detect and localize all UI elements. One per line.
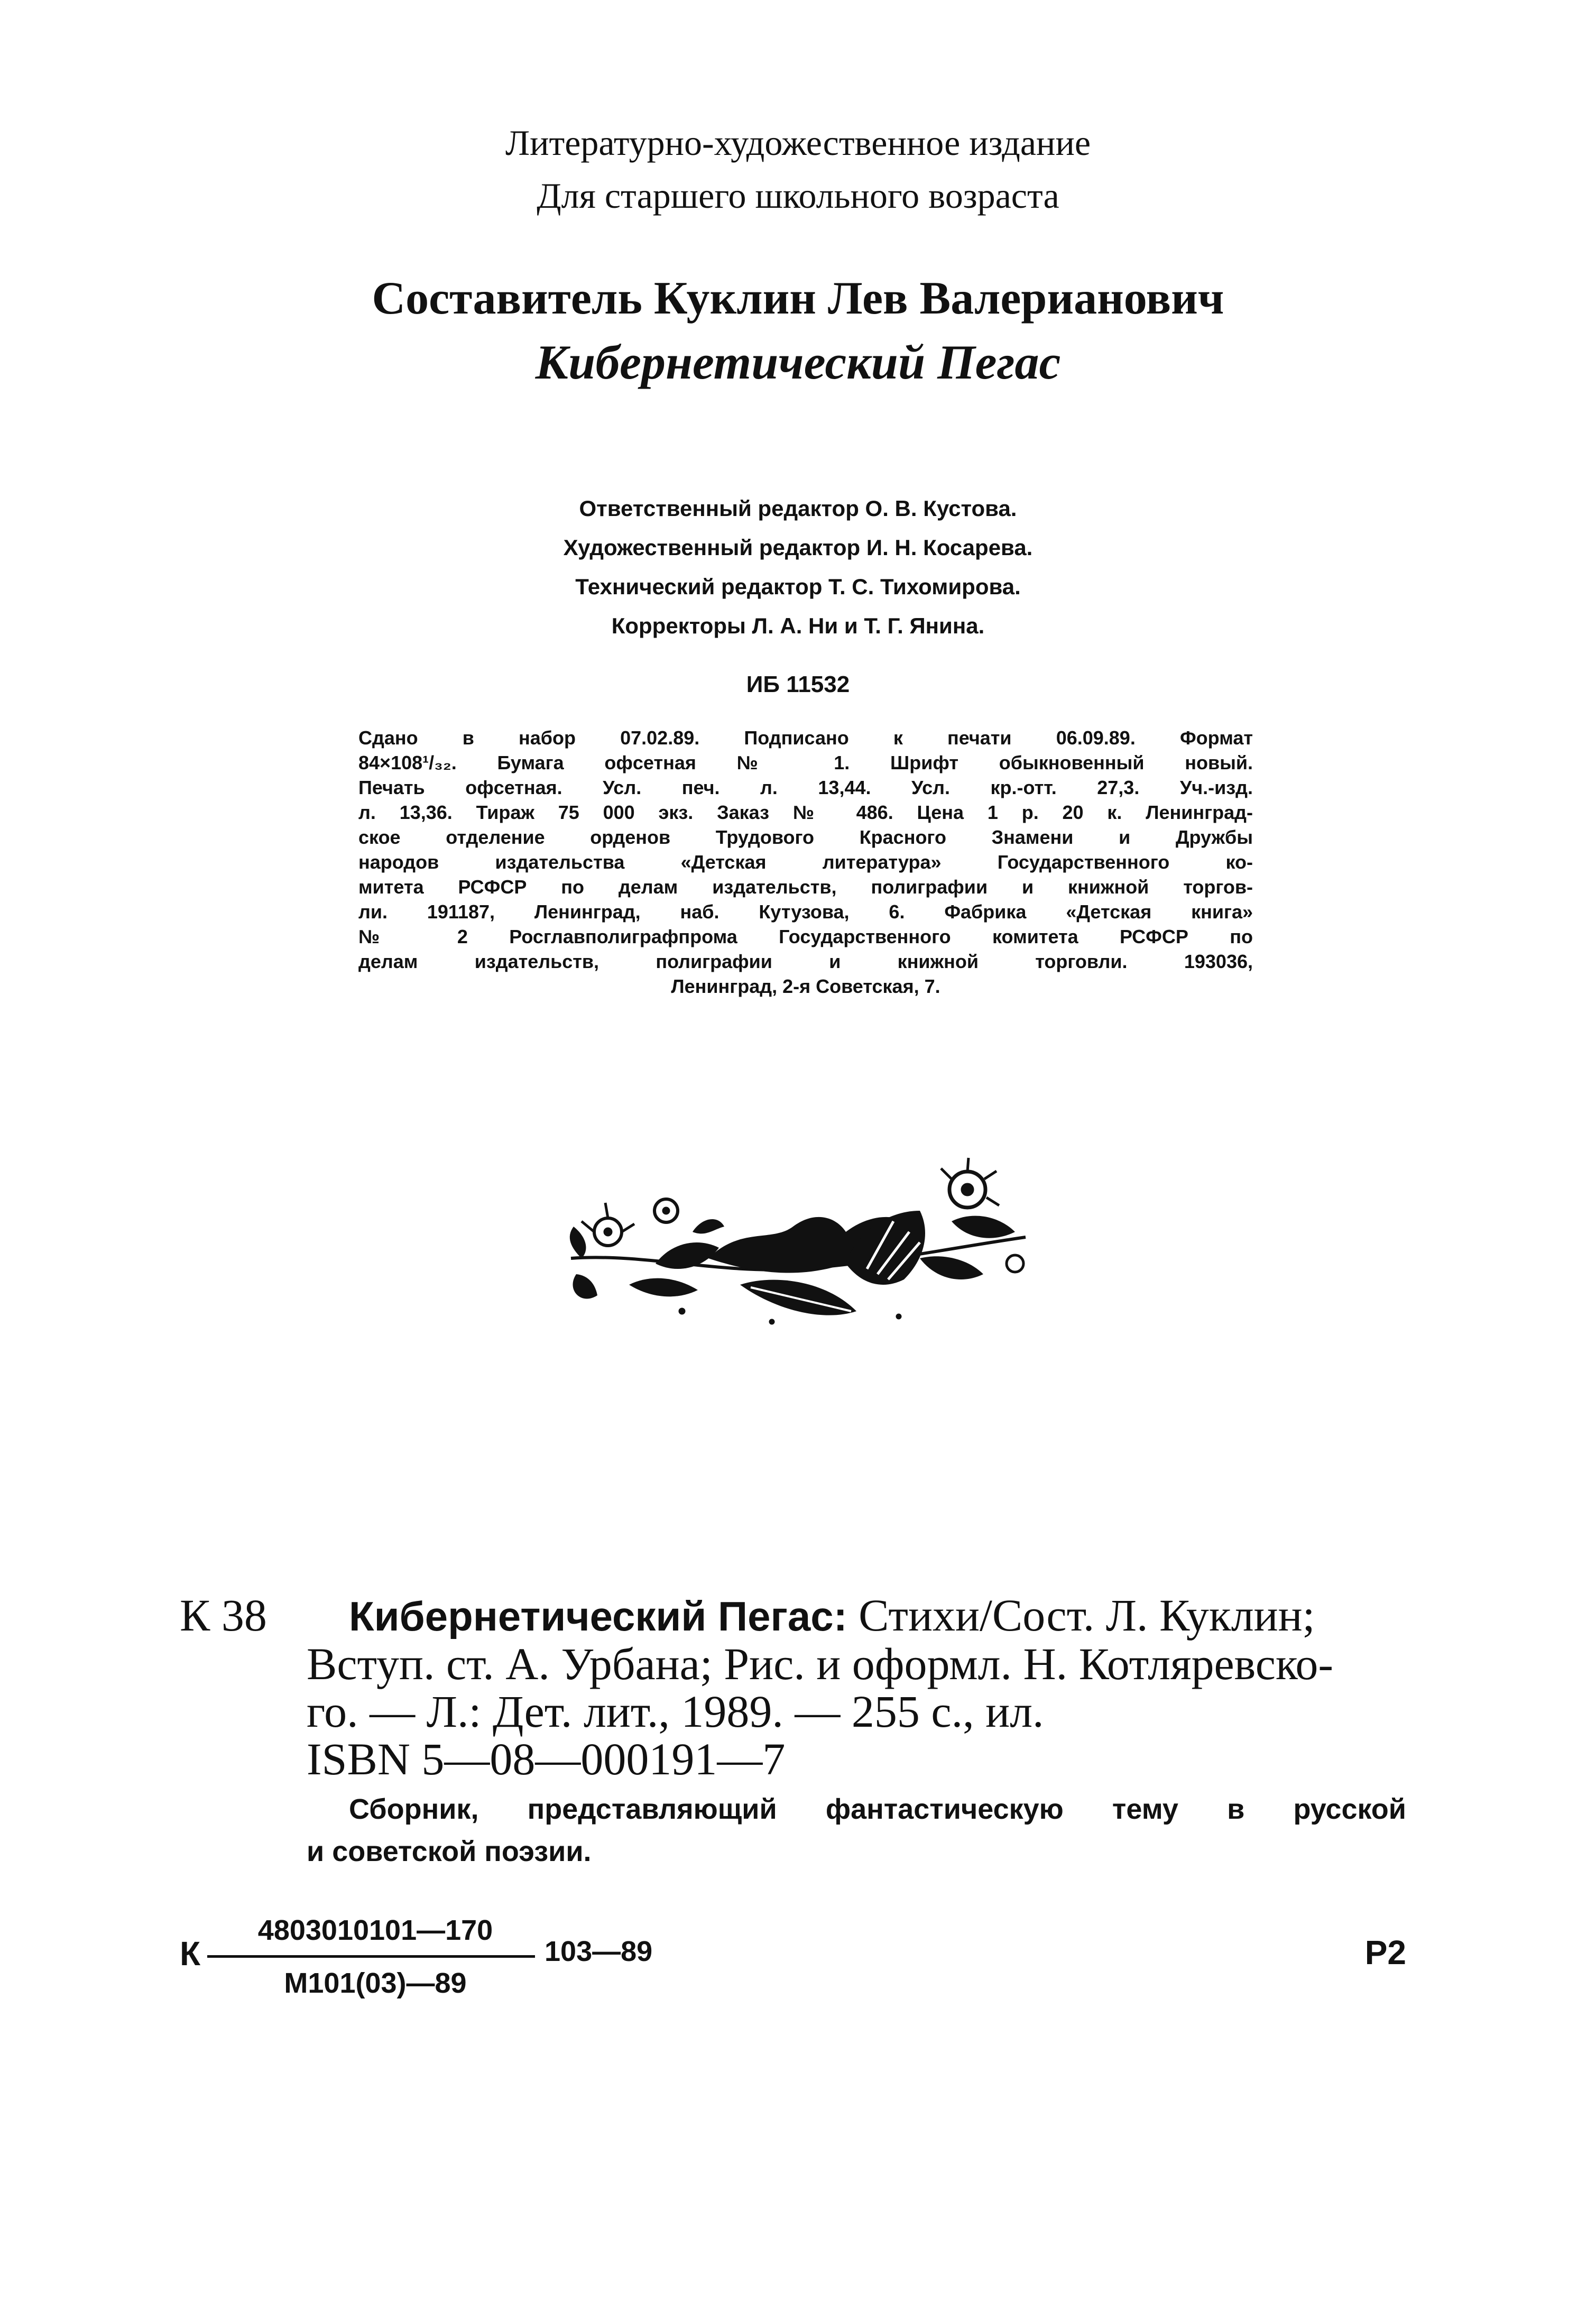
ib-number: ИБ 11532 — [746, 671, 850, 697]
imprint-line: Сдано в набор 07.02.89. Подписано к печати 06.09.89. Формат — [358, 727, 1253, 749]
genre-line: Литературно-художественное издание — [505, 123, 1091, 163]
formula-prefix: К — [180, 1935, 201, 1973]
bib-line-3: го. — Л.: Дет. лит., 1989. — 255 с., ил. — [307, 1686, 1044, 1737]
imprint-line: народов издательства «Детская литература» Государственного ко- — [358, 851, 1253, 873]
audience-line: Для старшего школьного возраста — [537, 176, 1059, 216]
imprint-line: митета РСФСР по делам издательств, полиграфии и книжной торгов- — [358, 876, 1253, 898]
imprint-line: 84×108¹/₃₂. Бумага офсетная № 1. Шрифт обыкновенный новый. — [358, 752, 1253, 773]
fraction-bar — [207, 1955, 535, 1958]
bib-line-1-rest: Стихи/Сост. Л. Куклин; — [847, 1590, 1315, 1641]
bib-line-1 — [307, 1591, 1406, 1640]
imprint-block — [358, 725, 1253, 999]
isbn-line: ISBN 5—08—000191—7 — [307, 1734, 786, 1784]
bib-line-2: Вступ. ст. А. Урбана; Рис. и оформл. Н. Котляревско- — [307, 1638, 1334, 1689]
floral-vignette-icon — [550, 1153, 1047, 1343]
formula-denominator: М101(03)—89 — [284, 1967, 467, 1999]
staff-credits — [0, 489, 1596, 646]
imprint-line: Печать офсетная. Усл. печ. л. 13,44. Усл. кр.-отт. 27,3. Уч.-изд. — [358, 777, 1253, 798]
staff-line: Художественный редактор И. Н. Косарева. — [563, 535, 1033, 560]
bibliographic-entry — [307, 1591, 1406, 1783]
annotation-line-2: и советской поэзии. — [307, 1836, 592, 1867]
imprint-line: л. 13,36. Тираж 75 000 экз. Заказ № 486. Цена 1 р. 20 к. Ленинград- — [358, 802, 1253, 823]
annotation — [307, 1788, 1406, 1873]
book-title: Кибернетический Пегас — [535, 335, 1061, 389]
imprint-line: ли. 191187, Ленинград, наб. Кутузова, 6. Фабрика «Детская книга» — [358, 901, 1253, 923]
header-block — [0, 116, 1596, 222]
catalog-code: К 38 — [180, 1590, 267, 1641]
catalog-formula — [180, 1914, 1406, 2025]
imprint-line: делам издательств, полиграфии и книжной торговли. 193036, — [358, 951, 1253, 972]
formula-numerator: 4803010101—170 — [257, 1914, 493, 1946]
staff-line: Ответственный редактор О. В. Кустова. — [579, 496, 1017, 521]
annotation-line-1: Сборник, представляющий фантастическую тему в русской — [349, 1793, 1406, 1825]
staff-line: Корректоры Л. А. Ни и Т. Г. Янина. — [611, 613, 985, 638]
classification-code: Р2 — [1364, 1933, 1406, 1972]
imprint-line: № 2 Росглавполиграфпрома Государственного комитета РСФСР по — [358, 926, 1253, 947]
imprint-line: ское отделение орденов Трудового Красного Знамени и Дружбы — [358, 826, 1253, 848]
bib-title: Кибернетический Пегас: — [349, 1593, 847, 1640]
imprint-line: Ленинград, 2-я Советская, 7. — [671, 975, 940, 997]
compiler-line: Составитель Куклин Лев Валерианович — [372, 273, 1224, 324]
formula-suffix: 103—89 — [545, 1936, 653, 1967]
staff-line: Технический редактор Т. С. Тихомирова. — [575, 574, 1021, 599]
